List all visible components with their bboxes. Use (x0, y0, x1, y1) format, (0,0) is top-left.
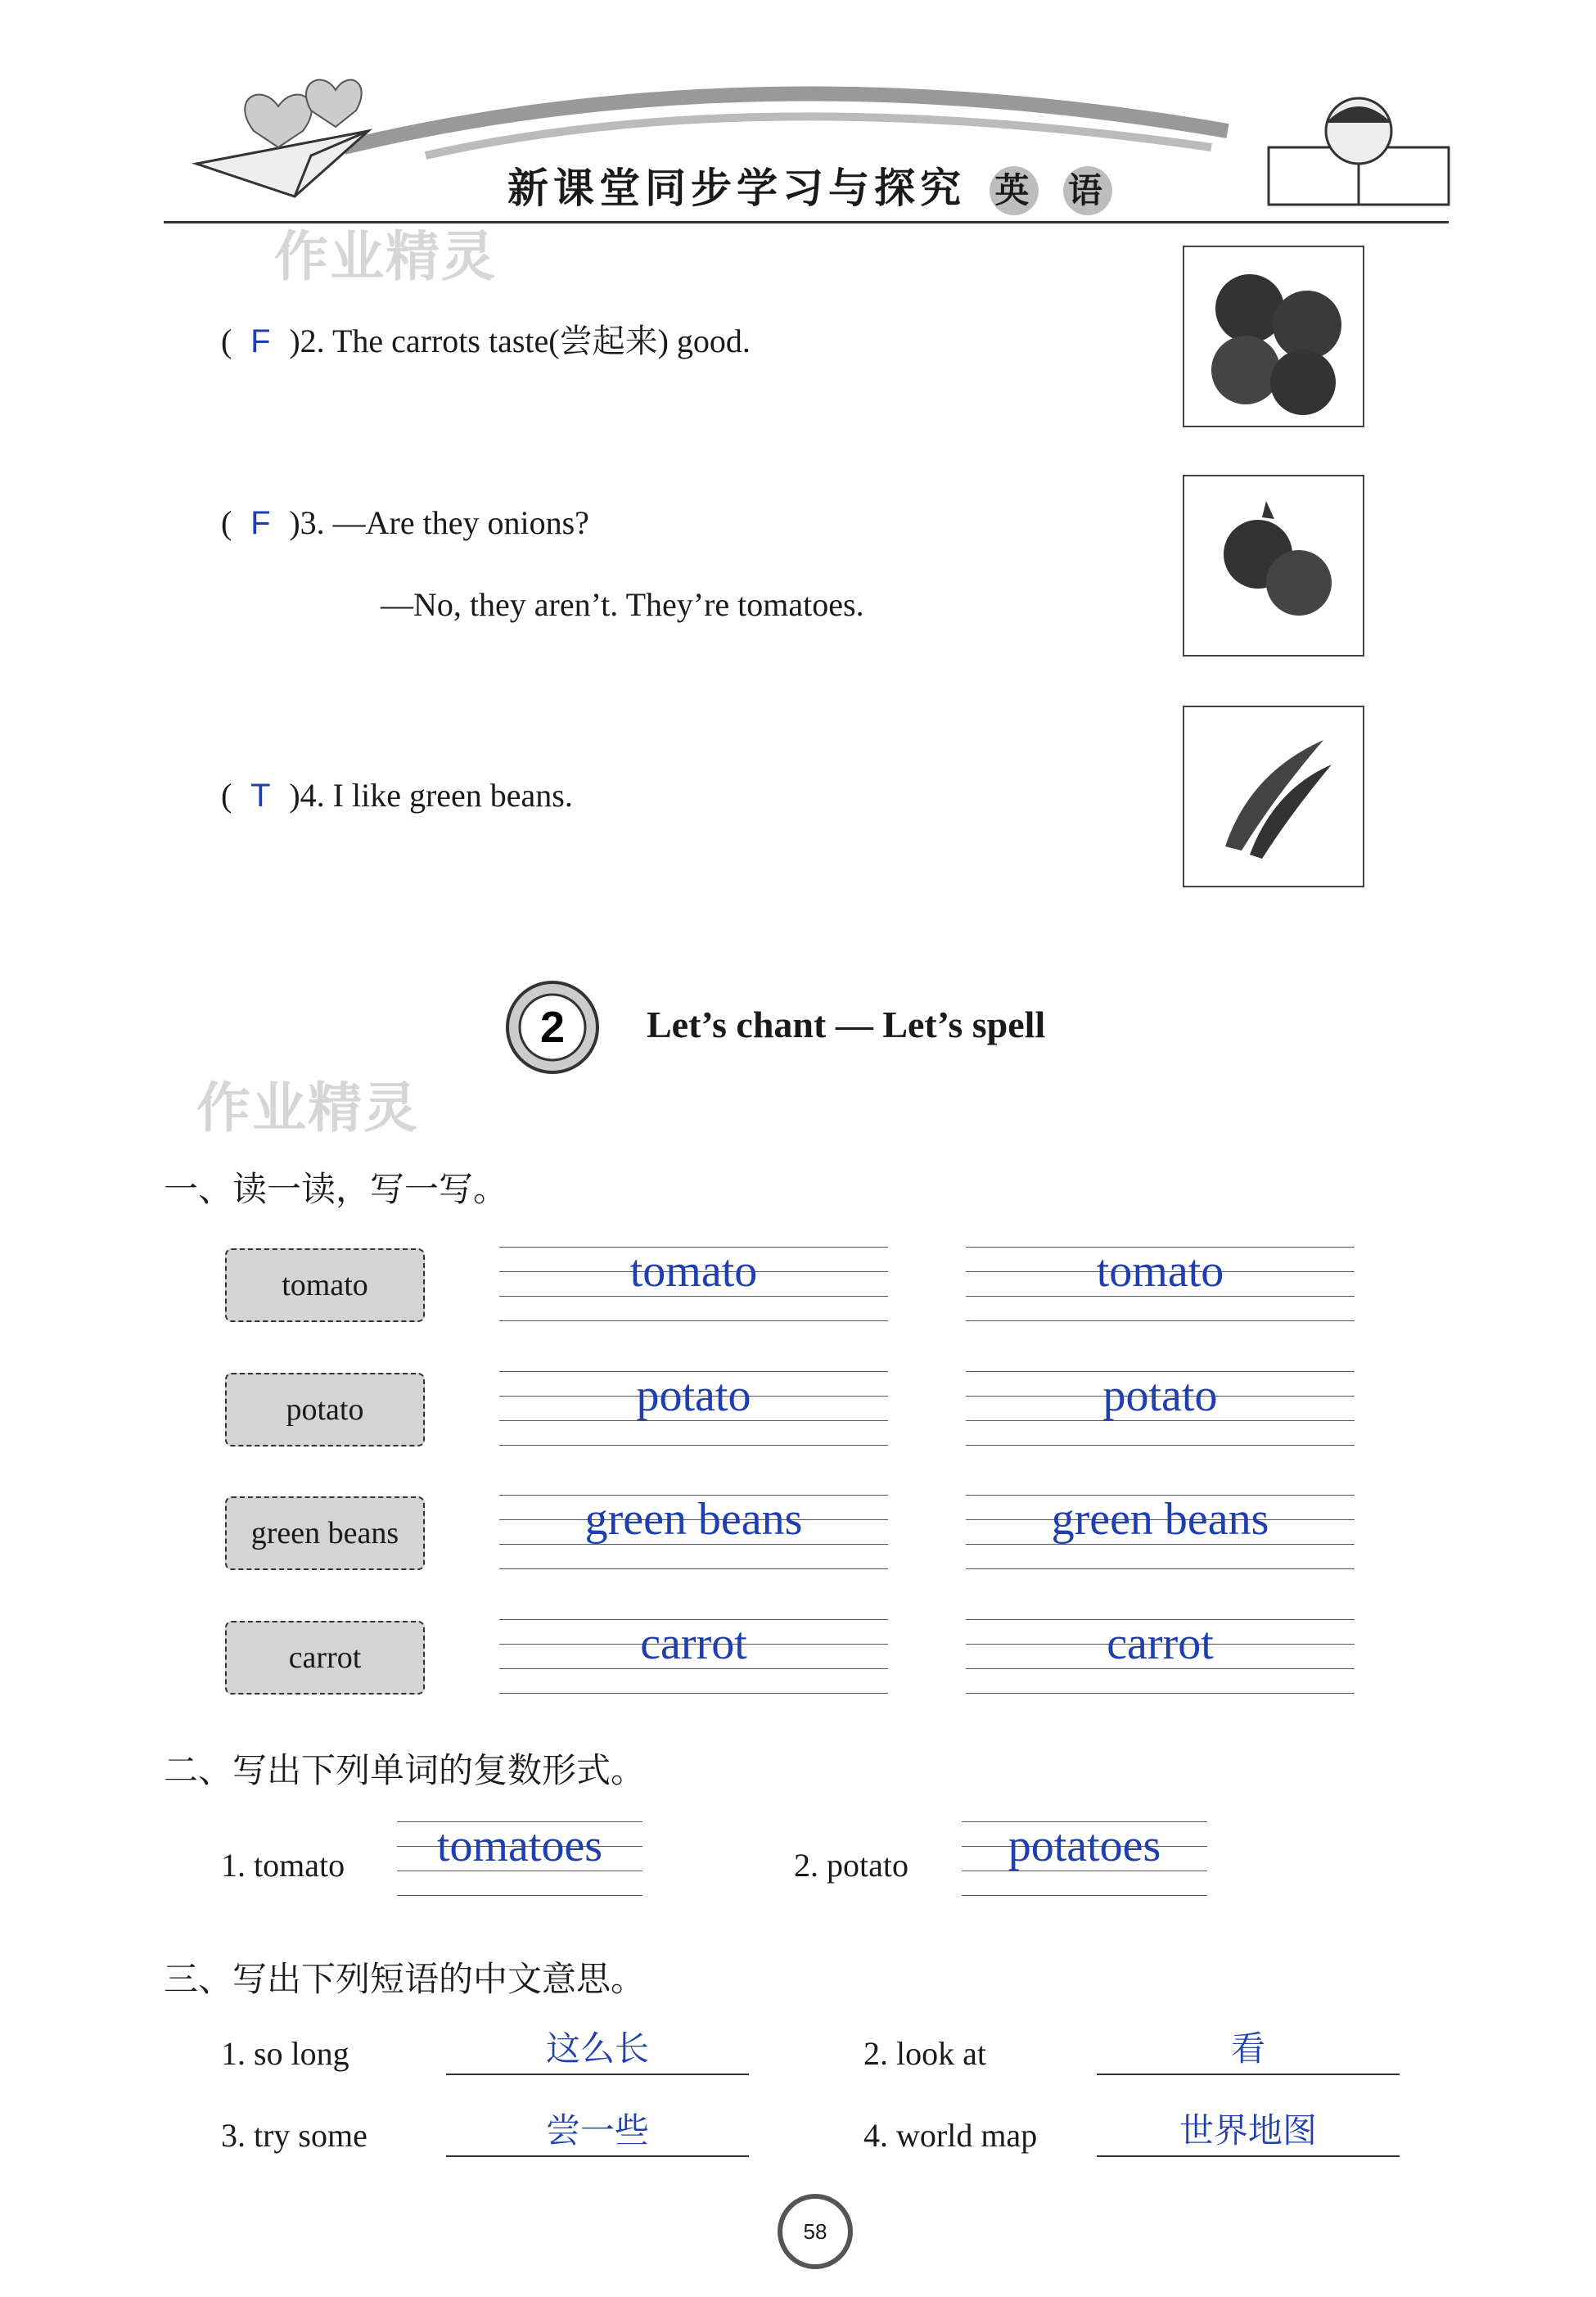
plural-item-1-label: 1. tomato (221, 1847, 345, 1884)
written-answer: carrot (1107, 1618, 1214, 1669)
part3-heading: 三、写出下列短语的中文意思。 (164, 1959, 646, 1999)
tf-item-3-line2: —No, they aren’t. They’re tomatoes. (381, 586, 864, 623)
tf-text: I like green beans. (332, 777, 573, 814)
tomatoes-icon (1184, 247, 1363, 426)
written-answer: tomato (629, 1246, 758, 1297)
written-answer: potato (1102, 1370, 1218, 1421)
word-card: tomato (225, 1248, 425, 1322)
header-title (507, 156, 1112, 215)
phrase-item-1-answer: 这么长 (545, 2028, 649, 2069)
section-number: 2 (539, 1003, 566, 1052)
part2-heading: 二、写出下列单词的复数形式。 (164, 1750, 646, 1790)
tf-answer: T (250, 778, 271, 814)
plural-item-1-lines (397, 1813, 642, 1903)
onions-icon (1184, 476, 1363, 655)
phrase-item-3-answer: 尝一些 (545, 2110, 649, 2150)
written-answer: green beans (1051, 1494, 1269, 1545)
section-title: Let’s chant — Let’s spell (647, 1004, 1046, 1045)
written-answer: tomato (1096, 1246, 1224, 1297)
phrase-item-3-underline (446, 2155, 749, 2157)
phrase-item-3-label: 3. try some (221, 2117, 367, 2154)
watermark-2: 作业精灵 (196, 1076, 419, 1139)
writing-lines (966, 1363, 1355, 1453)
word-card: green beans (225, 1496, 425, 1570)
tf-number: 4. (300, 777, 325, 814)
tf-number: 2. (300, 323, 325, 359)
tf-item-2: ( F )2. The carrots taste(尝起来) good. (221, 323, 751, 359)
phrase-item-4-underline (1097, 2155, 1400, 2157)
written-answer: carrot (640, 1618, 747, 1669)
word-card: potato (225, 1373, 425, 1446)
writing-lines (499, 1487, 888, 1577)
phrase-item-2-answer: 看 (1230, 2028, 1265, 2069)
reading-girl-icon (1269, 98, 1449, 205)
part1-heading: 一、读一读，写一写。 (164, 1169, 508, 1209)
green-beans-icon (1184, 707, 1363, 886)
section-number-badge (503, 978, 602, 1076)
phrase-item-1-label: 1. so long (221, 2035, 349, 2072)
plural-item-2-lines (962, 1813, 1207, 1903)
writing-lines (966, 1239, 1355, 1329)
subject-badge-1: 英 (990, 166, 1039, 215)
green-beans-picture (1183, 706, 1364, 887)
writing-lines (966, 1611, 1355, 1701)
tf-item-3: ( F )3. —Are they onions? (221, 504, 589, 541)
phrase-item-4-answer: 世界地图 (1179, 2110, 1317, 2150)
written-answer: potato (636, 1370, 751, 1421)
writing-lines (499, 1363, 888, 1453)
header-title-text: 新课堂同步学习与探究 (507, 164, 966, 212)
tf-item-4: ( T )4. I like green beans. (221, 777, 573, 814)
plural-item-2-answer: potatoes (1008, 1821, 1161, 1871)
tomatoes-picture (1183, 246, 1364, 427)
page-number: 58 (778, 2194, 853, 2269)
plural-item-2-label: 2. potato (794, 1847, 908, 1884)
tf-text: —Are they onions? (332, 504, 589, 541)
onions-picture (1183, 475, 1364, 657)
writing-lines (499, 1239, 888, 1329)
tf-number: 3. (300, 504, 325, 541)
tf-text: The carrots taste(尝起来) good. (331, 323, 751, 359)
plural-item-1-answer: tomatoes (436, 1821, 603, 1871)
tf-answer: F (250, 323, 271, 359)
subject-badge-2: 语 (1063, 166, 1112, 215)
writing-lines (966, 1487, 1355, 1577)
tf-answer: F (250, 505, 271, 541)
writing-lines (499, 1611, 888, 1701)
phrase-item-2-underline (1097, 2074, 1400, 2075)
phrase-item-1-underline (446, 2074, 749, 2075)
phrase-item-4-label: 4. world map (863, 2117, 1038, 2154)
written-answer: green beans (584, 1494, 803, 1545)
word-card: carrot (225, 1621, 425, 1695)
watermark: 作业精灵 (274, 225, 497, 288)
phrase-item-2-label: 2. look at (863, 2035, 986, 2072)
